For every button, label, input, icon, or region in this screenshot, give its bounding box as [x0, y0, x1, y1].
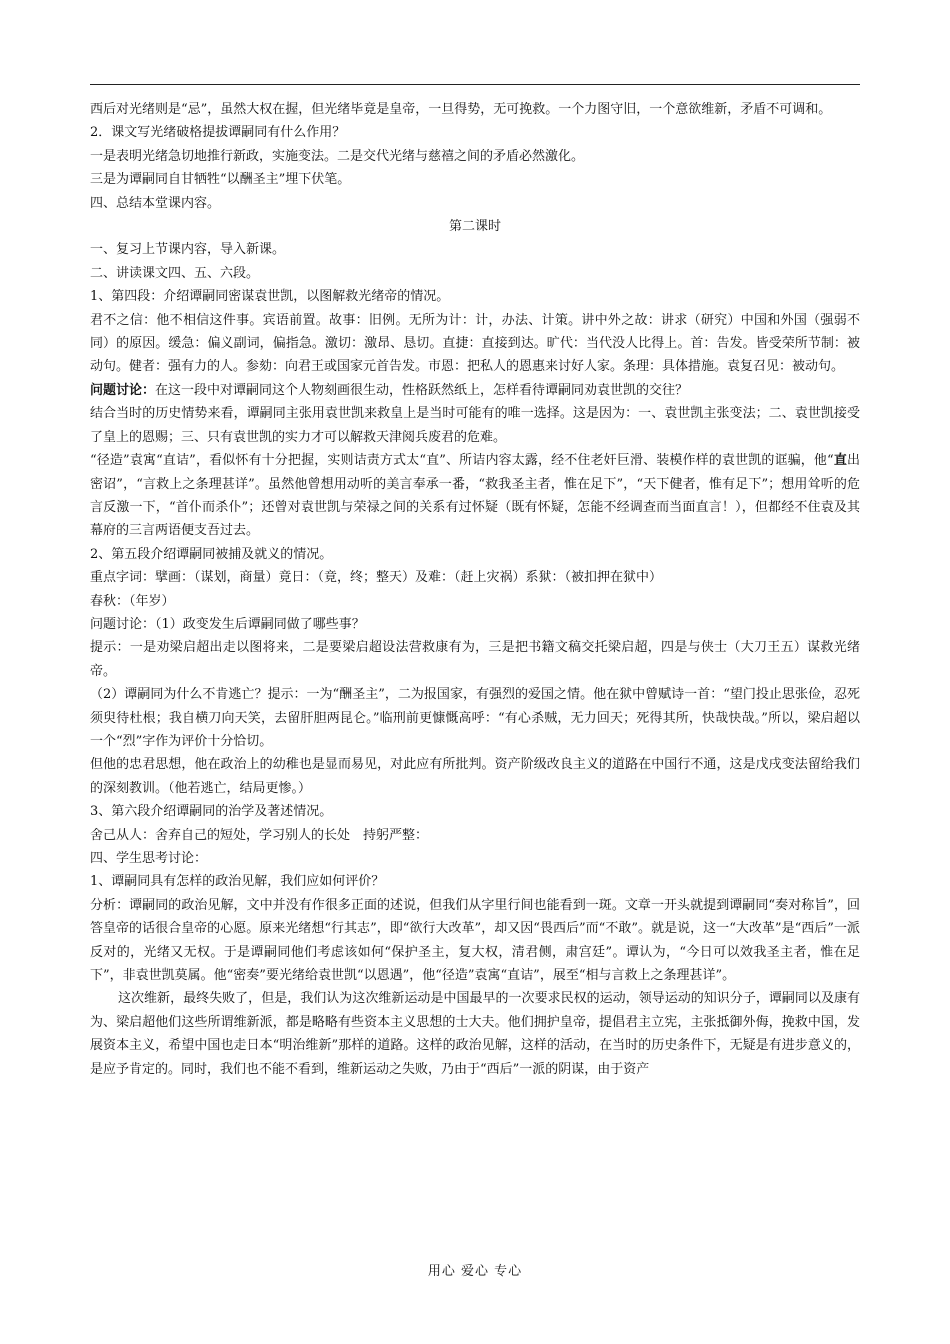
paragraph: 但他的忠君思想，他在政治上的幼稚也是显而易见，对此应有所批判。资产阶级改良主义的道路在中国行不通，这是戊戌变法留给我们的深刻教训。（他若逃亡，结局更惨。） [90, 757, 860, 796]
paragraph [90, 449, 860, 543]
lesson-title: 第二课时 [448, 219, 501, 235]
vocabulary-notes: 君不之信：他不相信这件事。宾语前置。故事：旧例。无所为计：计，办法、计策。讲中外之故：讲求（研究）中国和外国（强弱不同）的原因。缓急：偏义副词，偏指急。激切：激昂、恳切。直捷：直接到达。旷代：当代没人比得上。首：告发。皆受荣所节制：被动句。健者：强有力的人。参劾：向君王或国家元首告发。市恩：把私人的恩惠来讨好人家。条理：具体措施。袁复召见：被动句。 [90, 312, 860, 375]
paragraph: 这次维新，最终失败了，但是，我们认为这次维新运动是中国最早的一次要求民权的运动，领导运动的知识分子，谭嗣同以及康有为、梁启超他们这些所谓维新派，都是略略有些资本主义思想的士大夫。他们拥护皇帝，提倡君主立宪，主张抵御外侮，挽救中国，发展资本主义，希望中国也走日本“明治维新”那样的道路。这样的政治见解，这样的活动，在当时的历史条件下，无疑是有进步意义的，是应予肯定的。同时，我们也不能不看到，维新运动之失败，乃由于“西后”一派的阴谋，由于资产 [90, 991, 860, 1077]
paragraph: 三是为谭嗣同自甘牺牲“以酬圣主”埋下伏笔。 [90, 172, 351, 188]
paragraph-part: “径造”袁寓“直诘”，看似怀有十分把握，实则诘责方式太“直”、所诘内容太露，经不住老奸巨滑、装模作样的袁世凯的诓骗，他“ [90, 453, 834, 469]
question-heading: 2．课文写光绪破格提拔谭嗣同有什么作用？ [90, 125, 346, 141]
page-footer: 用心 爱心 专心 [427, 1264, 523, 1279]
paragraph: 1、谭嗣同具有怎样的政治见解，我们应如何评价？ [90, 874, 385, 890]
question-label: 问题讨论： [90, 382, 156, 398]
vocabulary-notes: 重点字词：擘画：（谋划，商量）竟日：（竟，终；整天）及难：（赶上灾祸）系狱：（被扣押在狱中） [90, 570, 663, 586]
question-text: 在这一段中对谭嗣同这个人物刻画很生动，性格跃然纸上，怎样看待谭嗣同劝袁世凯的交往？ [155, 382, 689, 398]
paragraph: 西后对光绪则是“忌”，虽然大权在握，但光绪毕竟是皇帝，一旦得势，无可挽救。一个力图守旧，一个意欲维新，矛盾不可调和。 [90, 102, 832, 117]
paragraph: 2、第五段介绍谭嗣同被捕及就义的情况。 [90, 546, 333, 562]
header-rule [90, 84, 860, 85]
section-heading: 四、学生思考讨论： [90, 851, 208, 866]
section-heading: 二、讲读课文四、五、六段。 [90, 265, 260, 281]
paragraph: 3、第六段介绍谭嗣同的治学及著述情况。 [90, 804, 333, 820]
discussion-question [90, 379, 860, 402]
document-body [90, 98, 860, 1081]
paragraph: 1、第四段：介绍谭嗣同密谋袁世凯，以图解救光绪帝的情况。 [90, 289, 450, 305]
paragraph: 一是表明光绪急切地推行新政，实施变法。二是交代光绪与慈禧之间的矛盾必然激化。 [90, 148, 585, 164]
analysis-paragraph: 分析：谭嗣同的政治见解，文中并没有作很多正面的述说，但我们从字里行间也能看到一斑。文章一开头就提到谭嗣同“奏对称旨”，回答皇帝的话很合皇帝的心愿。原来光绪想“行其志”，即“欲行大改革”，却又因“畏西后”而“不敢”。就是说，这一“大改革”是“西后”一派反对的，光绪又无权。于是谭嗣同他们考虑该如何“保护圣主，复大权，清君侧，肃宫廷”。谭认为，“今日可以效我圣主者，惟在足下”，非袁世凯莫属。他“密奏”要光绪给袁世凯“以恩遇”，他“径造”袁寓“直诘”，展至“相与言救上之条理甚详”。 [90, 897, 860, 984]
vocabulary-notes: 舍己从人：舍弃自己的短处，学习别人的长处 持躬严整： [90, 827, 429, 843]
section-heading: 四、总结本堂课内容。 [90, 195, 221, 211]
paragraph: 问题讨论：（1）政变发生后谭嗣同做了哪些事？ [90, 616, 365, 632]
paragraph-part: 出密诏”，“言救上之条理甚详”。虽然他曾想用动听的美言奉承一番，“救我圣主者，惟在足下”，“天下健者，惟有足下”；想用耸听的危言反激一下，“首仆而杀仆”；还曾对袁世凯与荣禄之间的关系有过怀疑（既有怀疑，怎能不经调查而当面直言！），但都经不住袁及其幕府的三言两语便支吾过去。 [90, 453, 860, 539]
section-heading: 一、复习上节课内容，导入新课。 [90, 242, 286, 258]
vocabulary-notes: 春秋：（年岁） [90, 593, 175, 609]
paragraph: 提示：一是劝梁启超出走以图将来，二是要梁启超设法营救康有为，三是把书籍文稿交托梁启超，四是与侠士（大刀王五）谋救光绪帝。 [90, 640, 860, 679]
paragraph: （2）谭嗣同为什么不肯逃亡？提示：一为“酬圣主”，二为报国家，有强烈的爱国之情。他在狱中曾赋诗一首：“望门投止思张俭，忍死须臾待杜根；我自横刀向天笑，去留肝胆两昆仑。”临刑前更慷慨高呼：“有心杀贼，无力回天；死得其所，快哉快哉。”所以，梁启超以一个“烈”字作为评价十分恰切。 [90, 687, 860, 749]
paragraph: 结合当时的历史情势来看，谭嗣同主张用袁世凯来救皇上是当时可能有的唯一选择。这是因为：一、袁世凯主张变法；二、袁世凯接受了皇上的恩赐；三、只有袁世凯的实力才可以解救天津阅兵废君的危难。 [90, 406, 860, 445]
bold-char: 直 [833, 453, 847, 469]
